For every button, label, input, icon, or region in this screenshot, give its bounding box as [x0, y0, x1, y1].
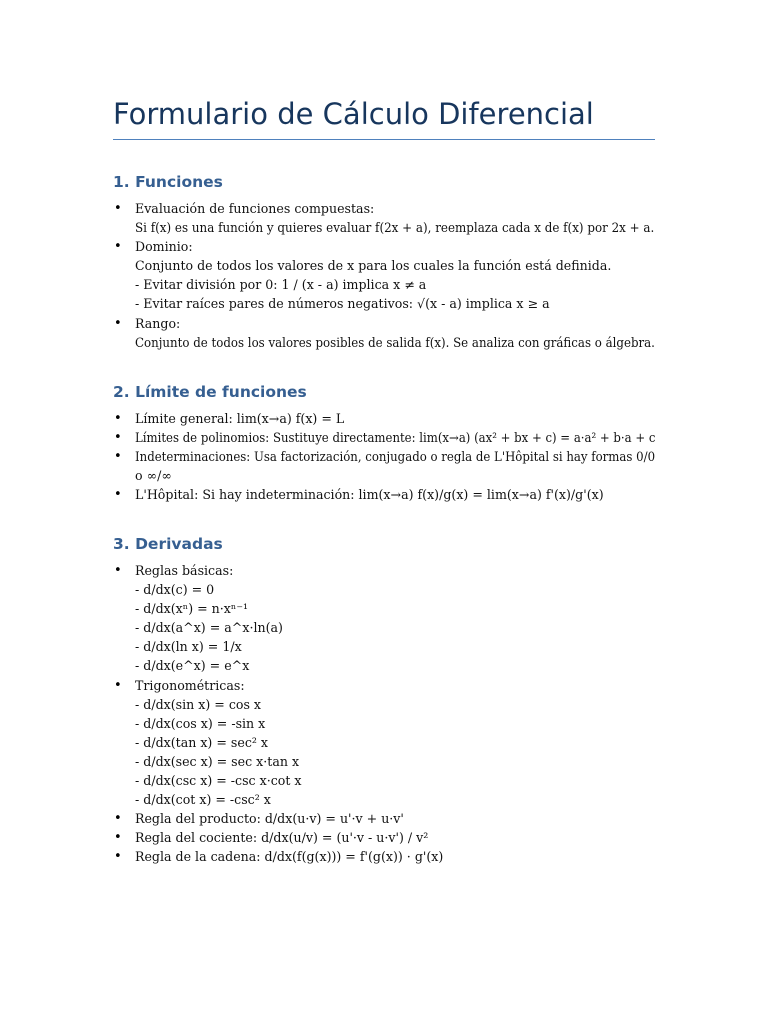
list-item-line: - d/dx(xⁿ) = n·xⁿ⁻¹ — [135, 601, 249, 617]
bullet-icon: • — [114, 430, 122, 446]
list-item-line: - Evitar división por 0: 1 / (x - a) implica x ≠ a — [135, 277, 427, 293]
list-item — [113, 199, 655, 237]
list-item — [113, 485, 655, 504]
list-item — [113, 809, 655, 828]
list-item-line: - d/dx(cot x) = -csc² x — [135, 792, 271, 808]
list-item-line: Regla del cociente: d/dx(u/v) = (u'·v - u·v') / v² — [135, 830, 429, 846]
document-title: Formulario de Cálculo Diferencial — [113, 97, 594, 131]
list-item-line: Si f(x) es una función y quieres evaluar f(2x + a), reemplaza cada x de f(x) por 2x + a. — [135, 220, 655, 236]
list-item-line: Dominio: — [135, 239, 193, 255]
bullet-icon: • — [114, 487, 122, 503]
section-funciones — [113, 172, 655, 352]
list-item — [113, 428, 655, 447]
list-item — [113, 676, 655, 810]
bullet-icon: • — [114, 411, 122, 426]
list-item — [113, 314, 655, 352]
list-item-line: o ∞/∞ — [135, 468, 172, 484]
title-underline — [113, 139, 655, 140]
list-item — [113, 847, 655, 866]
section-heading: 1. Funciones — [113, 173, 223, 191]
section-derivadas — [113, 534, 655, 867]
list-item-line: Reglas básicas: — [135, 563, 234, 578]
bullet-icon: • — [114, 677, 122, 693]
list-item — [113, 409, 655, 428]
bullet-icon: • — [114, 830, 122, 846]
list-item — [113, 828, 655, 847]
list-item-line: - d/dx(sin x) = cos x — [135, 696, 262, 712]
list-item-line: Trigonométricas: — [135, 677, 245, 693]
list-item-line: - d/dx(e^x) = e^x — [135, 658, 250, 674]
section-limite-de-funciones — [113, 382, 655, 504]
bullet-list — [113, 199, 655, 352]
list-item-line: - d/dx(csc x) = -csc x·cot x — [135, 773, 302, 789]
list-item-line: - d/dx(tan x) = sec² x — [135, 734, 269, 750]
bullet-icon: • — [114, 849, 122, 865]
bullet-icon: • — [114, 315, 122, 331]
list-item-line: - d/dx(cos x) = -sin x — [135, 715, 266, 731]
list-item-line: Regla de la cadena: d/dx(f(g(x))) = f'(g(x)) · g'(x) — [135, 849, 444, 865]
list-item-line: Límites de polinomios: Sustituye directamente: lim(x→a) (ax² + bx + c) = a·a² + b·a + c — [135, 430, 656, 446]
list-item-line: Evaluación de funciones compuestas: — [135, 201, 375, 216]
list-item-line: - d/dx(c) = 0 — [135, 582, 215, 598]
bullet-list — [113, 561, 655, 867]
list-item-line: - d/dx(ln x) = 1/x — [135, 639, 242, 655]
list-item-line: Regla del producto: d/dx(u·v) = u'·v + u·v' — [135, 811, 404, 827]
bullet-icon: • — [114, 563, 122, 578]
bullet-icon: • — [114, 239, 122, 255]
list-item-line: - Evitar raíces pares de números negativos: √(x - a) implica x ≥ a — [135, 296, 550, 312]
list-item-line: Límite general: lim(x→a) f(x) = L — [135, 411, 345, 426]
section-heading: 3. Derivadas — [113, 535, 223, 553]
bullet-icon: • — [114, 449, 122, 465]
list-item — [113, 561, 655, 676]
list-item-line: - d/dx(sec x) = sec x·tan x — [135, 753, 300, 769]
list-item-line: Conjunto de todos los valores posibles de salida f(x). Se analiza con gráficas o álgebra. — [135, 334, 655, 350]
list-item — [113, 237, 655, 313]
list-item — [113, 447, 655, 485]
list-item-line: Indeterminaciones: Usa factorización, conjugado o regla de L'Hôpital si hay formas 0/0 — [135, 449, 656, 465]
bullet-list — [113, 409, 655, 504]
list-item-line: - d/dx(a^x) = a^x·ln(a) — [135, 620, 283, 636]
bullet-icon: • — [114, 201, 122, 216]
section-heading: 2. Límite de funciones — [113, 383, 307, 401]
bullet-icon: • — [114, 811, 122, 827]
list-item-line: L'Hôpital: Si hay indeterminación: lim(x→a) f(x)/g(x) = lim(x→a) f'(x)/g'(x) — [135, 487, 604, 503]
list-item-line: Conjunto de todos los valores de x para los cuales la función está definida. — [135, 258, 612, 274]
list-item-line: Rango: — [135, 315, 181, 331]
